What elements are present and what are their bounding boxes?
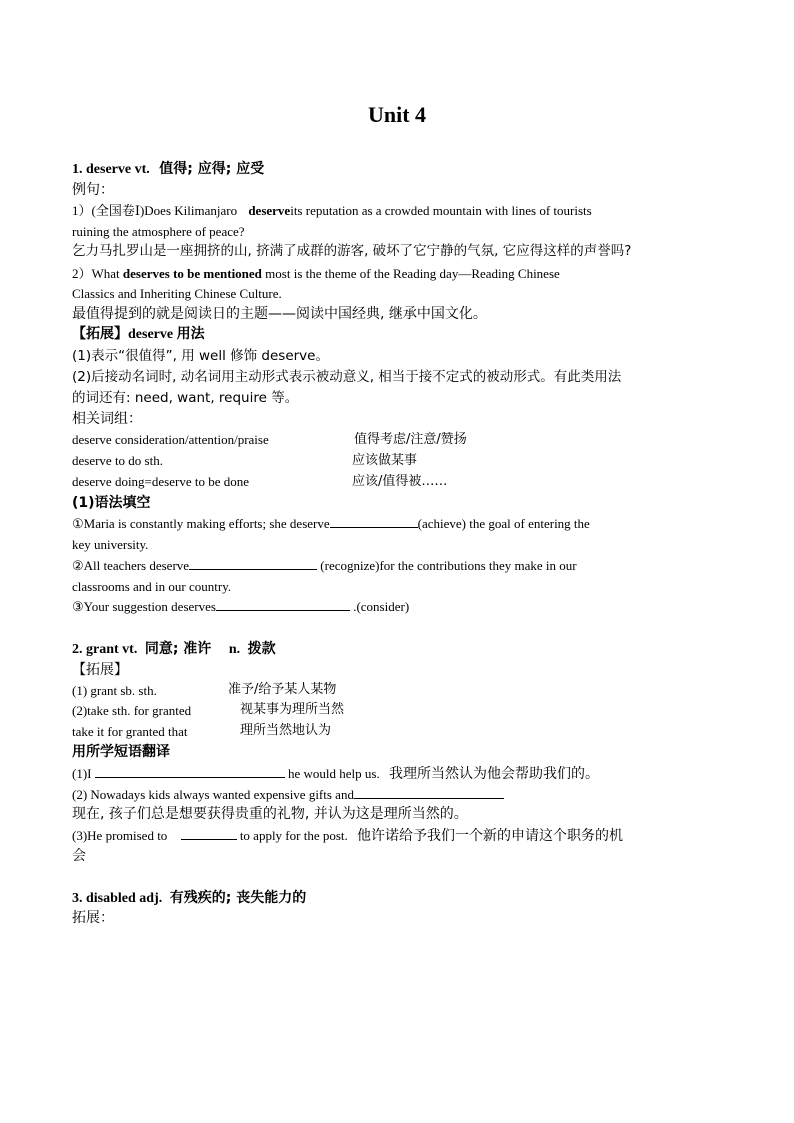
example-2-translation: 最值得提到的就是阅读日的主题——阅读中国经典, 继承中国文化。 [72, 306, 487, 322]
page-title: Unit 4 [367, 102, 427, 127]
translation-blank-3[interactable] [181, 827, 237, 840]
answer-blank-2[interactable] [189, 557, 317, 570]
section-2-heading [72, 640, 276, 659]
section-1-word: 1. deserve vt. [72, 162, 150, 177]
translate-label: 用所学短语翻译 [72, 744, 170, 760]
grant-phrase-2-en: (2)take sth. for granted [72, 703, 192, 718]
usage-2-line-2: 的词还有: need, want, require 等。 [72, 390, 299, 406]
example-2-keyword: deserves to be mentioned [122, 266, 262, 281]
examples-label: 例句： [72, 182, 114, 198]
translation-1 [72, 765, 599, 783]
example-2-text-b: most is the theme of the Reading day—Reading Chinese [265, 266, 560, 281]
section-1-meaning: 值得; 应得; 应受 [159, 161, 265, 177]
grant-phrase-3-cn: 理所当然地认为 [240, 723, 332, 738]
question-1-line-2: key university. [72, 537, 149, 552]
example-1-translation: 乞力马扎罗山是一座拥挤的山, 挤满了成群的游客, 破坏了它宁静的气氛, 它应得这样的声誉吗? [72, 243, 632, 259]
example-1-keyword: deserve [248, 203, 291, 218]
usage-1: (1)表示“很值得”, 用 well 修饰 deserve。 [72, 348, 329, 364]
translation-blank-2[interactable] [354, 786, 504, 799]
translation-3 [72, 827, 623, 845]
section-3-extension-label: 拓展： [72, 910, 114, 926]
section-2-noun-meaning: 拨款 [247, 641, 276, 657]
section-3-word: 3. disabled adj. [72, 891, 163, 906]
question-2-line-2: classrooms and in our country. [72, 579, 232, 594]
usage-2-line-1: (2)后接动名词时, 动名词用主动形式表示被动意义, 相当于接不定式的被动形式。有此类用法 [72, 369, 622, 385]
grant-phrase-2-cn: 视某事为理所当然 [240, 702, 345, 717]
example-1-text-b: its reputation as a crowded mountain with lines of tourists [290, 203, 592, 218]
example-2-line-2: Classics and Inheriting Chinese Culture. [72, 286, 282, 301]
example-1-line-2: ruining the atmosphere of peace? [72, 224, 245, 239]
grant-phrase-1-cn: 准予/给予某人某物 [228, 682, 337, 697]
translation-2-text-a: (2) Nowadays kids always wanted expensive gifts and [72, 787, 354, 802]
translation-3-cn: 他许诺给予我们一个新的申请这个职务的机 [357, 828, 624, 844]
example-2-line-1 [72, 265, 560, 283]
translation-1-cn: 我理所当然认为他会帮助我们的。 [388, 766, 599, 782]
question-1-text-b: (achieve) the goal of entering the [417, 516, 590, 531]
translation-1-text-a: (1)I [72, 766, 92, 781]
phrase-3-en: deserve doing=deserve to be done [72, 474, 249, 489]
answer-blank-1[interactable] [330, 515, 418, 528]
phrase-1-en: deserve consideration/attention/praise [72, 432, 269, 447]
translation-2-cn: 现在, 孩子们总是想要获得贵重的礼物, 并认为这是理所当然的。 [72, 806, 468, 822]
translation-blank-1[interactable] [95, 765, 285, 778]
section-3-heading [72, 889, 306, 908]
phrase-1-cn: 值得考虑/注意/赞扬 [354, 432, 467, 447]
section-2-extension-label: 【拓展】 [72, 662, 128, 678]
example-1-text-a: 1）(全国卷Ⅰ)Does Kilimanjaro [72, 203, 238, 218]
question-2-text-a: ②All teachers deserve [72, 558, 190, 573]
example-2-text-a: 2）What [72, 266, 120, 281]
example-1-line-1 [72, 202, 592, 220]
phrase-3-cn: 应该/值得被…… [352, 474, 448, 489]
question-3 [72, 598, 409, 616]
section-2-word: 2. grant vt. [72, 642, 138, 657]
answer-blank-3[interactable] [216, 598, 350, 611]
grammar-fill-label: (1)语法填空 [72, 495, 151, 511]
translation-1-text-b: he would help us. [288, 766, 380, 781]
translation-3-text-a: (3)He promised to [72, 828, 168, 843]
section-3-meaning: 有残疾的; 丧失能力的 [169, 890, 307, 906]
phrases-label: 相关词组： [72, 411, 142, 427]
question-2-line-1 [72, 557, 577, 575]
extension-label: 【拓展】deserve 用法 [72, 327, 205, 342]
translation-3-text-b: to apply for the post. [239, 828, 348, 843]
grant-phrase-3-en: take it for granted that [72, 724, 188, 739]
translation-3-cn-cont: 会 [72, 848, 86, 864]
question-1-text-a: ①Maria is constantly making efforts; she deserve [72, 516, 330, 531]
translation-2 [72, 786, 504, 804]
grant-phrase-1-en: (1) grant sb. sth. [72, 683, 157, 698]
question-2-text-b: (recognize)for the contributions they make in our [320, 558, 577, 573]
section-2-meaning: 同意; 准许 [144, 641, 212, 657]
phrase-2-en: deserve to do sth. [72, 453, 163, 468]
question-3-text-a: ③Your suggestion deserves [72, 599, 216, 614]
section-1-heading [72, 160, 264, 179]
phrase-2-cn: 应该做某事 [352, 453, 418, 468]
question-1-line-1 [72, 515, 590, 533]
question-3-text-b: .(consider) [353, 599, 410, 614]
section-2-noun-tag: n. [228, 642, 241, 657]
